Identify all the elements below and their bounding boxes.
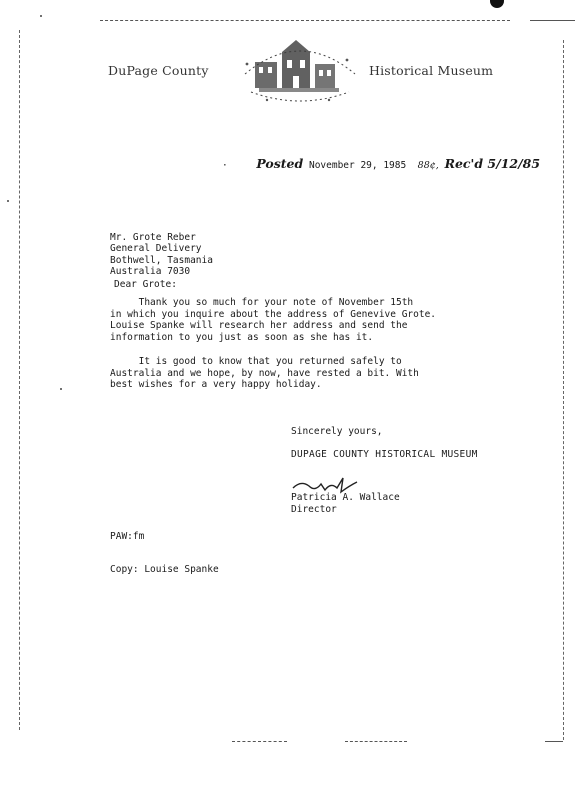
body-line: Thank you so much for your note of November 15th [110,297,414,308]
letterhead-left: DuPage County [108,63,209,78]
address-line: General Delivery [110,243,202,254]
received-handwritten-note: Rec'd 5/12/85 [444,156,541,171]
body-line: best wishes for a very happy holiday. [110,379,322,390]
recipient-address [110,220,213,278]
top-rule [100,20,510,21]
bottom-rule-b [345,741,407,742]
scan-speck [40,15,42,17]
body-line: Australia and we hope, by now, have rested a bit. With [110,367,419,379]
right-edge-mark [563,40,564,740]
bottom-rule-c [545,741,563,742]
body-line: information to you just as soon as she has it. [110,331,374,343]
corner-mark [490,0,504,8]
museum-seal-icon [237,34,363,106]
letterhead-right: Historical Museum [369,63,494,78]
body-line: Louise Spanke will research her address and send the [110,320,408,331]
bullet-mark: · [222,160,228,171]
signer-name: Patricia A. Wallace [291,492,400,503]
left-edge-mark [19,30,20,730]
body-line: in which you inquire about the address of Genevive Grote. [110,308,437,320]
posted-handwritten-note: Posted [256,156,304,171]
address-line: Australia 7030 [110,266,191,277]
salutation: Dear Grote: [114,279,177,290]
dateline [222,156,540,171]
copy-line: Copy: Louise Spanke [110,564,219,575]
body-line: It is good to know that you returned safely to [110,356,402,367]
top-rule-right [530,20,575,21]
bottom-rule-a [232,741,287,742]
scan-speck [7,200,9,202]
scan-speck [60,388,62,390]
body-paragraph-1 [110,297,436,343]
closing: Sincerely yours, [291,426,383,437]
body-paragraph-2 [110,356,419,391]
letter-date: November 29, 1985 [308,160,407,171]
organization-name: DUPAGE COUNTY HISTORICAL MUSEUM [291,449,478,460]
signer-block [291,492,400,515]
address-line: Bothwell, Tasmania [110,254,213,266]
reference-initials: PAW:fm [110,531,145,542]
signer-title: Director [291,503,337,515]
address-line: Mr. Grote Reber [110,231,196,243]
postage-handwritten-note: 88¢, [417,160,439,171]
